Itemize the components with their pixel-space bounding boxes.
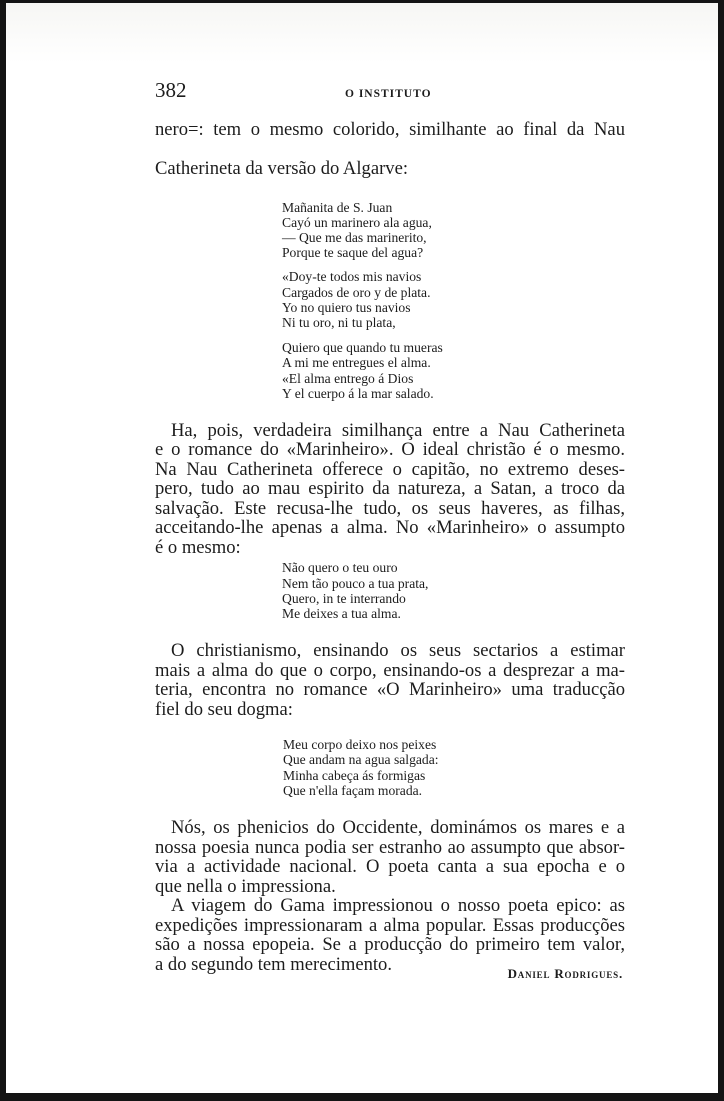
- verse-line: «El alma entrego á Dios: [282, 370, 414, 386]
- verse-line: — Que me das marinerito,: [282, 229, 427, 245]
- intro-paragraph: [155, 120, 625, 179]
- verse-line: Cayó un marinero ala agua,: [282, 214, 432, 230]
- verse-line: «Doy-te todos mis navios: [282, 269, 422, 285]
- article-body: [155, 120, 625, 982]
- text-line: salvação. Este recusa-lhe tudo, os seus haveres, as filhas,: [155, 497, 625, 519]
- page-number: 382: [155, 78, 187, 102]
- text-line: pero, tudo ao mau espirito da natureza, a Satan, a troco da: [155, 478, 625, 500]
- text-line: teria, encontra no romance «O Marinheiro» uma traducção: [155, 679, 625, 701]
- text-line: são a nossa epopeia. Se a producção do primeiro tem valor,: [155, 934, 625, 956]
- text-line: nero=: tem o mesmo colorido, similhante ao final da Nau: [155, 119, 625, 140]
- text-line: é o mesmo:: [155, 536, 241, 558]
- text-line: A viagem do Gama impressionou o nosso poeta epico: as: [171, 895, 625, 917]
- stanza-gap: [282, 330, 625, 340]
- page-header: [155, 78, 625, 104]
- text-line: Ha, pois, verdadeira similhança entre a Nau Catherineta: [171, 419, 625, 441]
- running-title: O INSTITUTO: [345, 88, 432, 100]
- text-line: Na Nau Catherineta offerece o capitão, no extremo deses-: [155, 458, 625, 480]
- verse-line: Que andam na agua salgada:: [283, 752, 439, 768]
- portuguese-verse-1: [155, 560, 625, 621]
- text-line: e o romance do «Marinheiro». O ideal christão é o mesmo.: [155, 439, 625, 461]
- text-line: expedições impressionaram a alma popular. Essas producções: [155, 914, 625, 936]
- verse-line: Ni tu oro, ni tu plata,: [282, 314, 396, 330]
- text-line: Catherineta da versão do Algarve:: [155, 158, 408, 179]
- text-line: acceitando-lhe apenas a alma. No «Marinheiro» o assumpto: [155, 517, 625, 539]
- verse-line: Me deixes a tua alma.: [282, 606, 401, 622]
- verse-line: Meu corpo deixo nos peixes: [283, 737, 437, 753]
- text-line: fiel do seu dogma:: [155, 698, 293, 720]
- verse-line: Y el cuerpo á la mar salado.: [282, 385, 434, 401]
- verse-line: Quiero que quando tu mueras: [282, 340, 443, 356]
- paragraph-1: [155, 421, 625, 558]
- verse-line: Quero, in te interrando: [282, 590, 406, 606]
- text-line: a do segundo tem merecimento.: [155, 953, 392, 975]
- verse-line: Não quero o teu ouro: [282, 560, 398, 576]
- text-line: mais a alma do que o corpo, ensinando-os a desprezar a ma-: [155, 659, 625, 681]
- portuguese-verse-2: [155, 737, 625, 798]
- author-signature: Daniel Rodrigues.: [507, 966, 623, 982]
- text-line: O christianismo, ensinando os seus sectarios a estimar: [171, 640, 625, 662]
- text-line: via a actividade nacional. O poeta canta a sua epocha e o: [155, 856, 625, 878]
- paragraph-4: [155, 896, 625, 974]
- verse-line: Nem tão pouco a tua prata,: [282, 575, 429, 591]
- text-line: que nella o impressiona.: [155, 875, 336, 897]
- verse-line: Que n'ella façam morada.: [283, 782, 423, 798]
- text-line: Nós, os phenicios do Occidente, dominámos os mares e a: [171, 817, 625, 839]
- verse-line: Mañanita de S. Juan: [282, 199, 393, 215]
- paragraph-2: [155, 641, 625, 719]
- spanish-verse: [155, 200, 625, 401]
- verse-line: Porque te saque del agua?: [282, 245, 424, 261]
- verse-line: Minha cabeça ás formigas: [283, 767, 426, 783]
- verse-line: Cargados de oro y de plata.: [282, 284, 431, 300]
- verse-line: Yo no quiero tus navios: [282, 299, 411, 315]
- paragraph-3: [155, 818, 625, 896]
- verse-line: A mi me entregues el alma.: [282, 355, 431, 371]
- text-line: nossa poesia nunca podia ser estranho ao assumpto que absor-: [155, 836, 625, 858]
- stanza-gap: [282, 260, 625, 269]
